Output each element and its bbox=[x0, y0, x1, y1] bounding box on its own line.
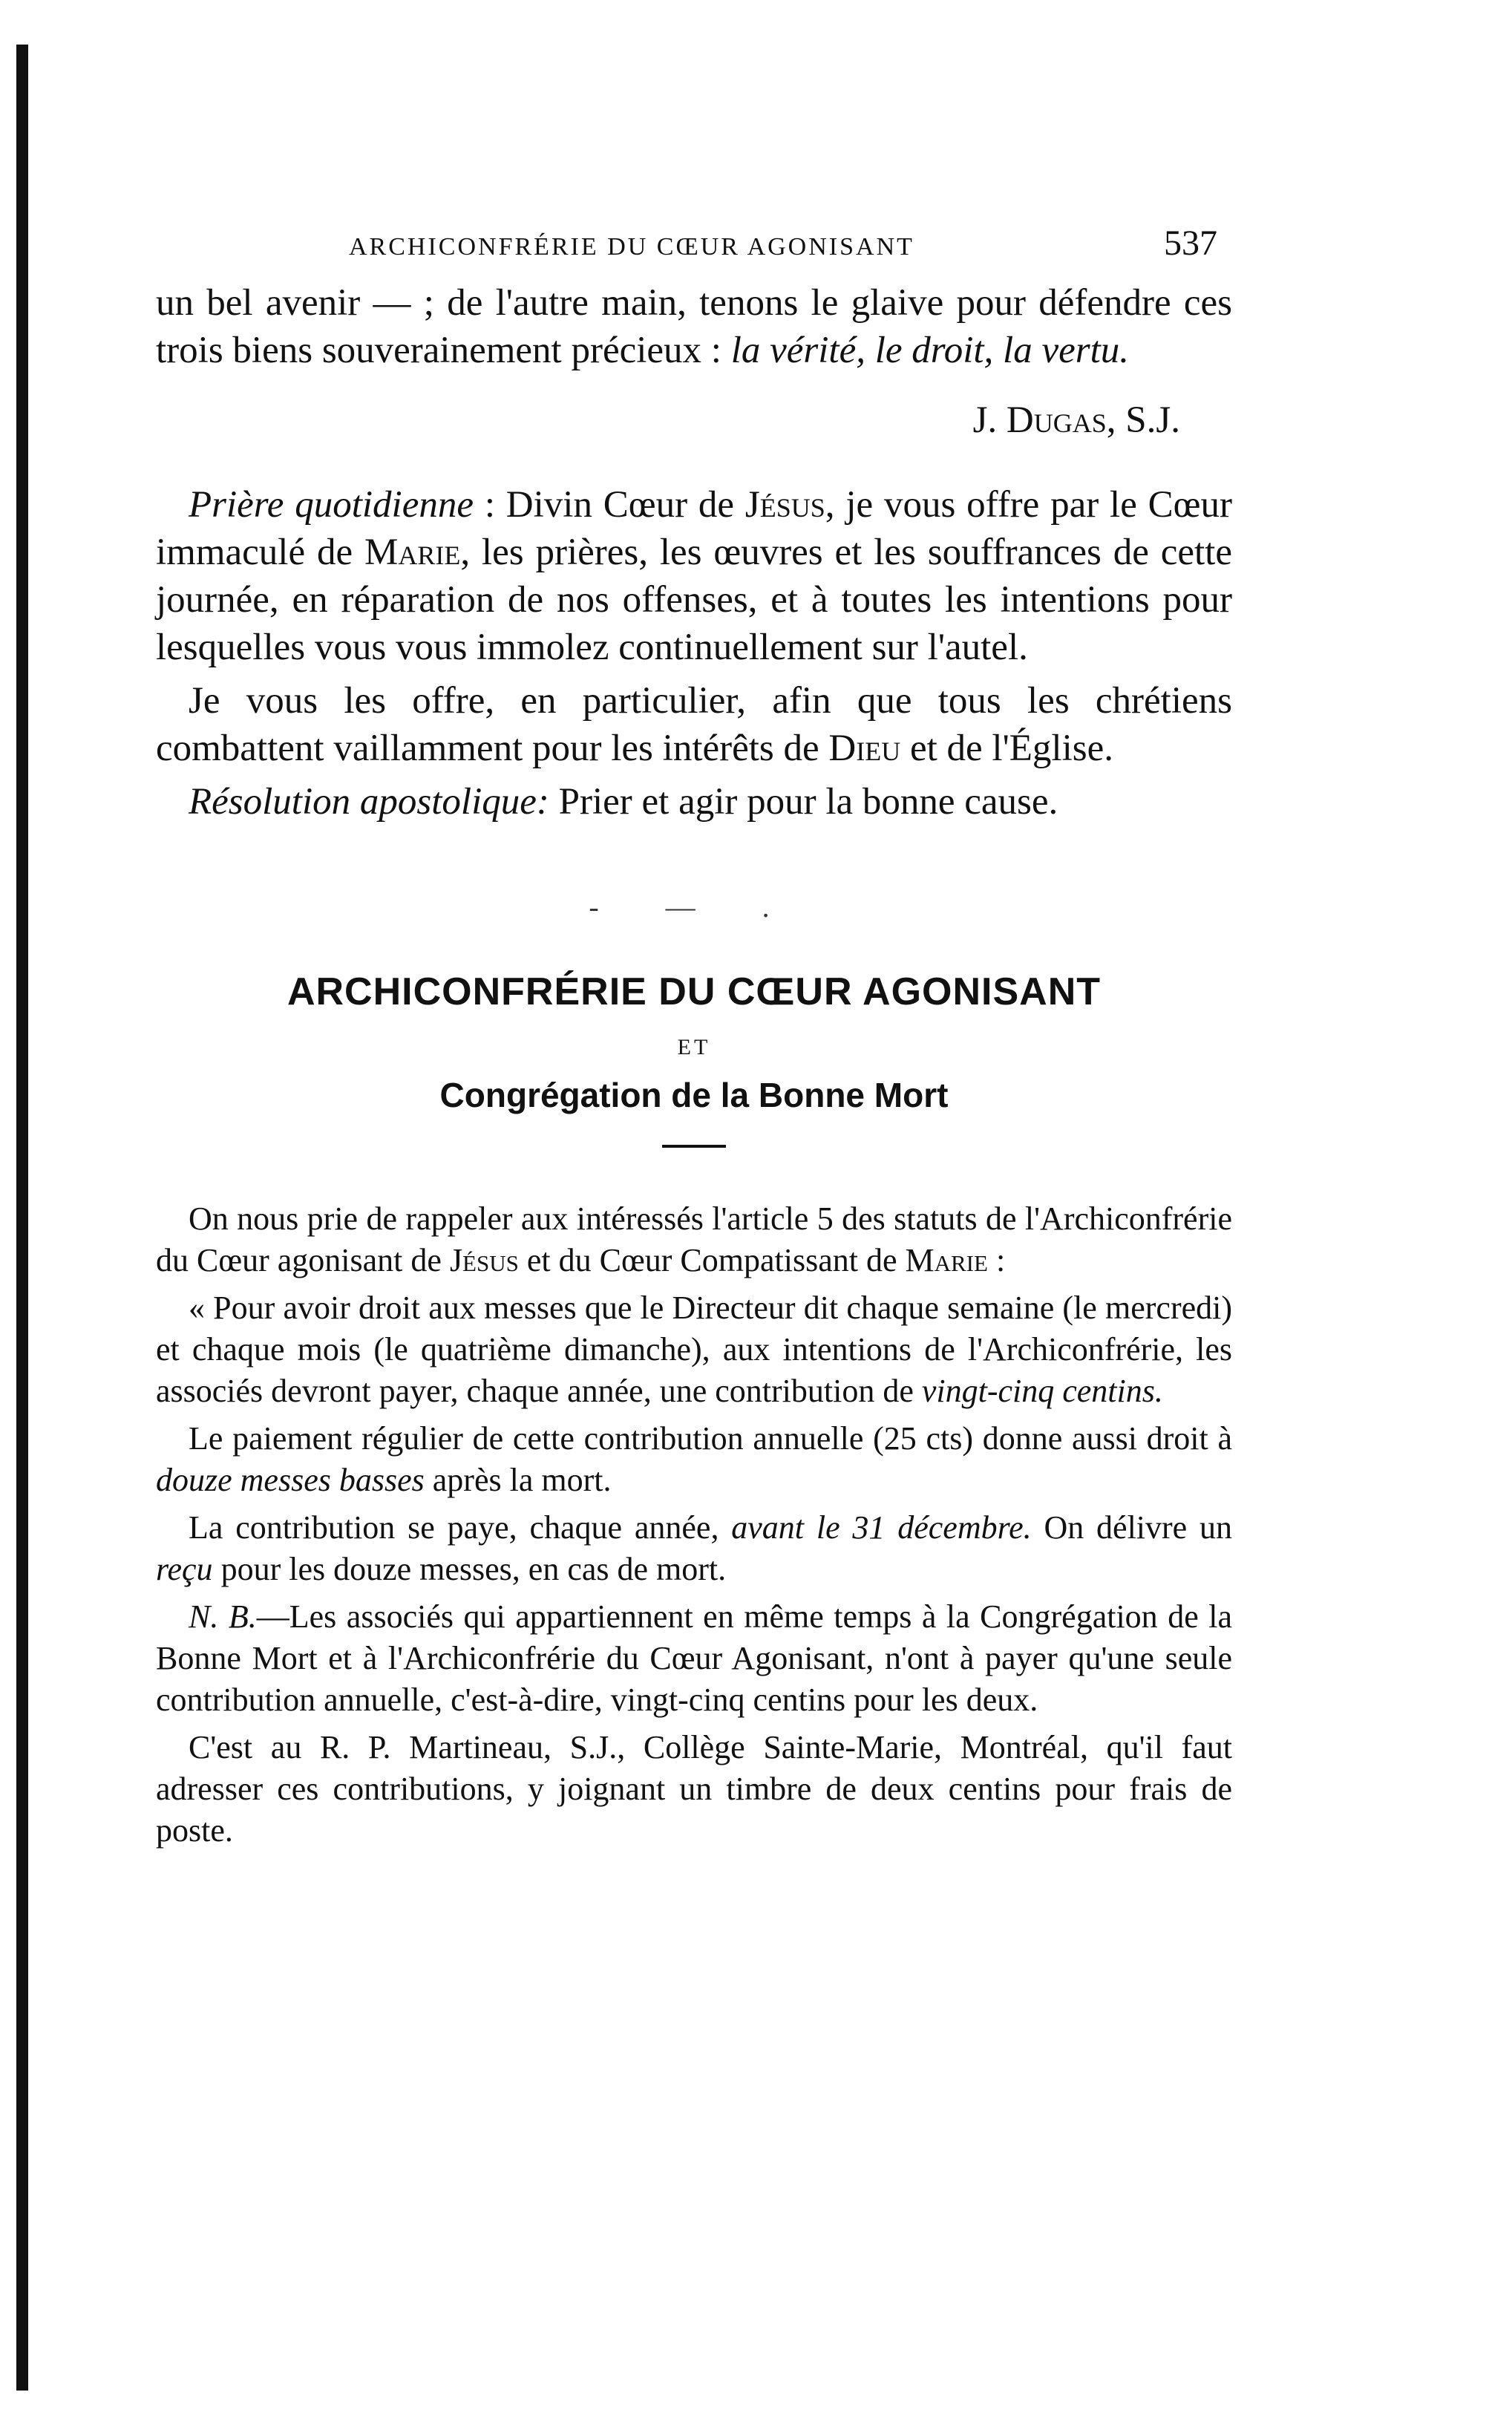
notice-p4-text-2: On délivre un bbox=[1031, 1509, 1233, 1546]
notice-name-jesus: Jésus bbox=[449, 1242, 519, 1278]
article-closing-paragraph bbox=[156, 279, 1232, 374]
prayer-text-1: : Divin Cœur de bbox=[474, 484, 745, 526]
offering-text-2: et de l'Église. bbox=[900, 728, 1113, 769]
prayer-text-3: , les prières, les œuvres et les souffrances de cette journée, en réparation de nos offenses, et à toutes les intentions pour lesquelles vous vous immolez continuellement sur l'autel. bbox=[156, 532, 1232, 668]
notice-nb-label: N. B. bbox=[189, 1598, 257, 1635]
notice-paragraph-2 bbox=[156, 1287, 1232, 1412]
article-closing-text: un bel avenir — ; de l'autre main, tenons le glaive pour défendre ces trois biens souverainement précieux : bbox=[156, 282, 1232, 371]
notice-name-marie: Marie bbox=[905, 1242, 988, 1278]
notice-p2-text: « Pour avoir droit aux messes que le Directeur dit chaque semaine (le mercredi) et chaque mois (le quatrième dimanche), aux intentions de l'Archiconfrérie, les associés devront payer, chaque année, une contribution de bbox=[156, 1290, 1232, 1409]
resolution-label: Résolution apostolique: bbox=[189, 781, 549, 823]
notice-paragraph-3 bbox=[156, 1418, 1232, 1501]
prayer-text-2: , je vous offre par le Cœur immaculé de bbox=[156, 484, 1232, 573]
section-rule bbox=[662, 1145, 726, 1148]
notice-p3-text-1: Le paiement régulier de cette contribution annuelle (25 cts) donne aussi droit à bbox=[189, 1420, 1232, 1457]
notice-p1-text-3: : bbox=[987, 1242, 1006, 1278]
prayer-offering-paragraph bbox=[156, 677, 1232, 772]
notice-p4-text-3: pour les douze messes, en cas de mort. bbox=[212, 1551, 727, 1587]
article-text bbox=[156, 279, 1232, 826]
notice-p1-text-1: On nous prie de rappeler aux intéressés l'article 5 des statuts de l'Archiconfrérie du Cœur agonisant de bbox=[156, 1200, 1232, 1278]
notice-text bbox=[156, 1198, 1232, 1852]
signature-initial: J. bbox=[972, 399, 1007, 441]
notice-p2-emphasis: vingt-cinq centins. bbox=[921, 1373, 1163, 1409]
notice-p3-text-2: après la mort. bbox=[424, 1462, 612, 1498]
notice-paragraph-nb bbox=[156, 1596, 1232, 1721]
running-head bbox=[156, 223, 1232, 276]
notice-paragraph-4 bbox=[156, 1507, 1232, 1590]
article-closing-emphasis: la vérité, le droit, la vertu. bbox=[730, 330, 1130, 371]
offering-name-dieu: Dieu bbox=[828, 728, 901, 769]
daily-prayer-paragraph bbox=[156, 481, 1232, 671]
notice-paragraph-1 bbox=[156, 1198, 1232, 1281]
section-subtitle: Congrégation de la Bonne Mort bbox=[439, 1076, 949, 1114]
section-title: ARCHICONFRÉRIE DU CŒUR AGONISANT bbox=[287, 970, 1102, 1013]
offering-text-1: Je vous les offre, en particulier, afin que tous les chrétiens combattent vaillamment pour les intérêts de bbox=[156, 680, 1232, 769]
prayer-name-jesus: Jésus bbox=[744, 484, 825, 526]
notice-nb-text: —Les associés qui appartiennent en même temps à la Congrégation de la Bonne Mort et à l'Archiconfrérie du Cœur Agonisant, n'ont à payer qu'une seule contribution annuelle, c'est-à-dire, vingt-cinq centins pour les deux. bbox=[156, 1598, 1232, 1718]
notice-p1-text-2: et du Cœur Compatissant de bbox=[518, 1242, 906, 1278]
signature-suffix: , S.J. bbox=[1106, 399, 1180, 441]
notice-p4-text-1: La contribution se paye, chaque année, bbox=[189, 1509, 732, 1546]
resolution-text: Prier et agir pour la bonne cause. bbox=[549, 781, 1058, 823]
notice-p3-emphasis: douze messes basses bbox=[156, 1462, 425, 1498]
notice-p4-emphasis-2: reçu bbox=[156, 1551, 213, 1587]
page-number: 537 bbox=[1164, 223, 1217, 263]
section-separator-ornament: - — . bbox=[589, 890, 799, 924]
daily-prayer-label: Prière quotidienne bbox=[189, 484, 474, 526]
running-head-title: ARCHICONFRÉRIE DU CŒUR AGONISANT bbox=[349, 233, 914, 261]
signature-name: Dugas bbox=[1006, 399, 1107, 441]
notice-paragraph-address: C'est au R. P. Martineau, S.J., Collège Sainte-Marie, Montréal, qu'il faut adresser ces contributions, y joignant un timbre de deux centins pour frais de poste. bbox=[156, 1729, 1232, 1849]
author-signature bbox=[156, 396, 1180, 444]
notice-p4-emphasis-1: avant le 31 décembre. bbox=[731, 1509, 1032, 1546]
prayer-name-marie: Marie bbox=[364, 532, 461, 573]
page-binding-edge bbox=[16, 45, 28, 2391]
book-page bbox=[156, 223, 1232, 1852]
section-conjunction: ET bbox=[677, 1035, 711, 1059]
apostolic-resolution-paragraph bbox=[156, 778, 1232, 826]
